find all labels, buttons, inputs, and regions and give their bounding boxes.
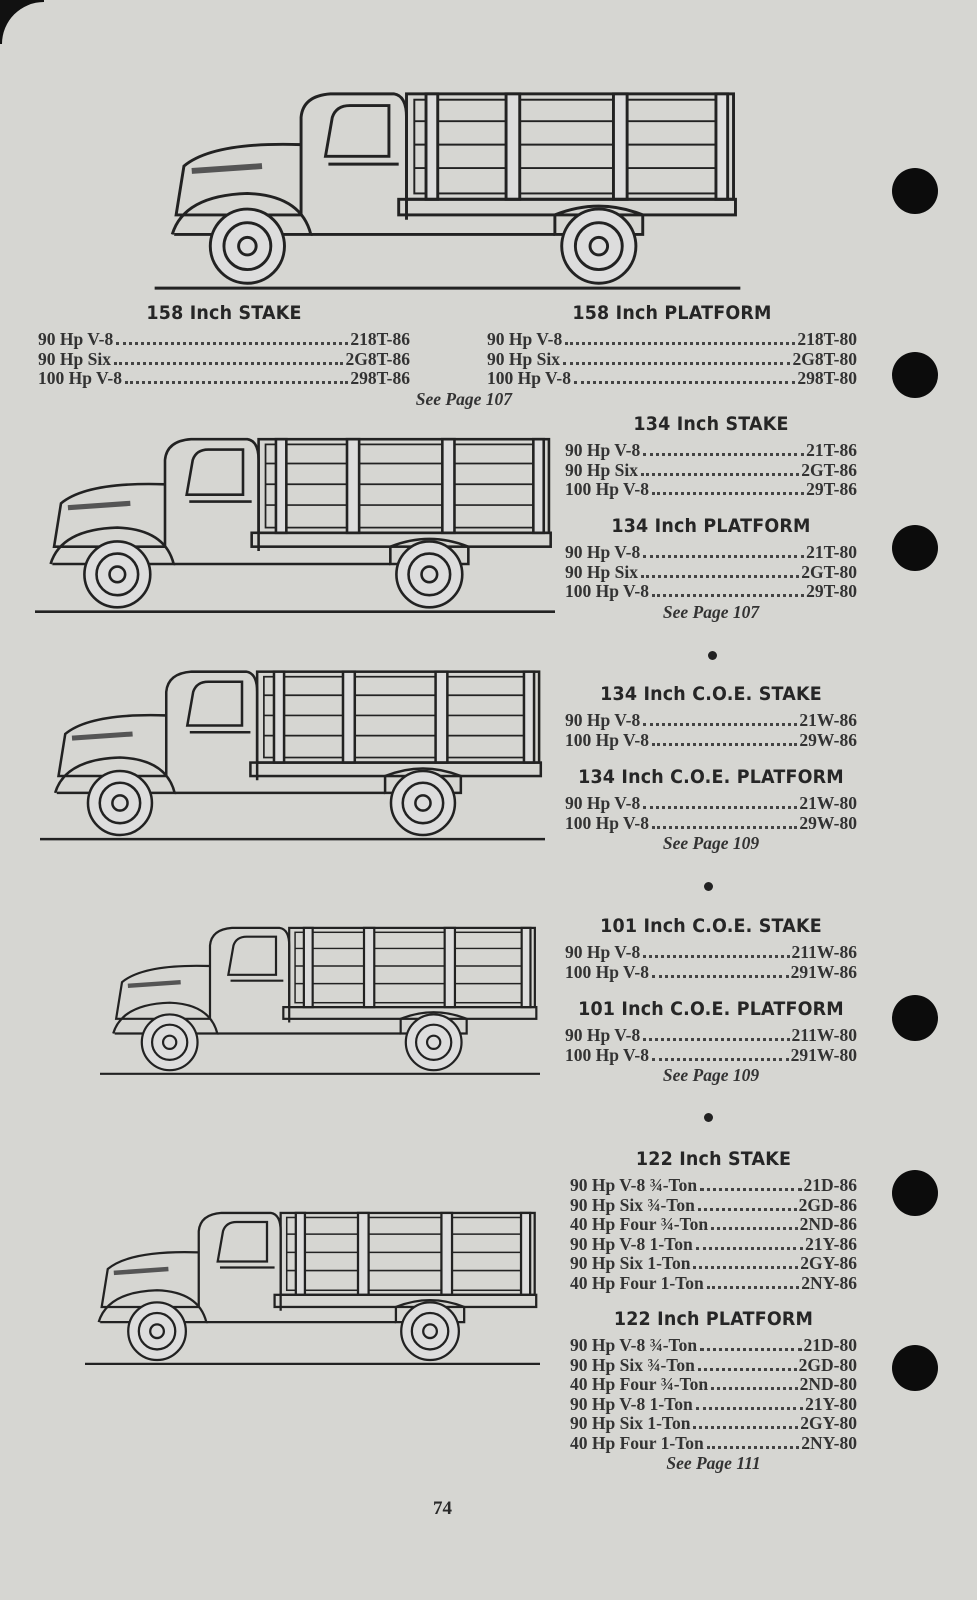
model-code: 29T-80 xyxy=(806,581,857,601)
engine-label: 90 Hp V-8 xyxy=(565,1025,641,1045)
separator-dot xyxy=(704,882,713,891)
dot-leader xyxy=(652,743,797,746)
spec-title: 122 Inch STAKE xyxy=(635,1148,792,1170)
spec-row xyxy=(565,461,857,481)
spec-block xyxy=(570,1148,857,1293)
see-page-reference: See Page 107 xyxy=(415,388,512,409)
engine-label: 100 Hp V-8 xyxy=(565,581,649,601)
spec-row xyxy=(570,1395,857,1415)
spec-row xyxy=(565,563,857,583)
model-code: 211W-80 xyxy=(791,1025,857,1045)
see-page-reference: See Page 111 xyxy=(666,1453,761,1473)
model-code: 2GD-86 xyxy=(798,1194,857,1215)
truck-illustration-101-coe xyxy=(100,893,540,1108)
see-page-reference: See Page 107 xyxy=(662,601,760,622)
binder-hole xyxy=(892,525,938,571)
model-code: 2G8T-80 xyxy=(792,348,857,369)
spec-row xyxy=(570,1196,857,1216)
model-code: 21W-86 xyxy=(799,710,857,730)
truck-illustration-122-stake xyxy=(85,1198,540,1378)
dot-leader xyxy=(643,453,804,456)
engine-label: 40 Hp Four 1-Ton xyxy=(570,1272,704,1293)
engine-label: 100 Hp V-8 xyxy=(565,1044,649,1065)
spec-row xyxy=(565,711,857,731)
dot-leader xyxy=(574,381,795,384)
model-code: 2GT-86 xyxy=(801,459,857,480)
truck-illustration-134-coe xyxy=(40,650,545,860)
spec-row xyxy=(487,350,857,370)
spec-block xyxy=(565,413,857,500)
spec-block xyxy=(565,915,857,982)
spec-row xyxy=(570,1215,857,1235)
dot-leader xyxy=(114,362,344,365)
engine-label: 90 Hp V-8 1-Ton xyxy=(570,1233,693,1254)
spec-row xyxy=(565,1046,857,1066)
model-code: 2GT-80 xyxy=(801,561,857,582)
dot-leader xyxy=(643,955,789,958)
spec-row xyxy=(570,1375,857,1395)
dot-leader xyxy=(711,1227,798,1230)
spec-title: 101 Inch C.O.E. STAKE xyxy=(600,915,822,937)
dot-leader xyxy=(698,1368,797,1371)
dot-leader xyxy=(700,1348,801,1351)
model-code: 21D-80 xyxy=(803,1335,857,1355)
spec-block xyxy=(38,302,512,410)
model-code: 21W-80 xyxy=(799,793,857,813)
engine-label: 90 Hp V-8 1-Ton xyxy=(570,1393,693,1414)
dot-leader xyxy=(698,1208,797,1211)
model-code: 218T-86 xyxy=(350,329,410,349)
engine-label: 100 Hp V-8 xyxy=(565,812,649,833)
dot-leader xyxy=(641,473,799,476)
spec-title: 134 Inch C.O.E. STAKE xyxy=(600,683,822,705)
dot-leader xyxy=(652,975,789,978)
spec-row xyxy=(38,330,410,350)
spec-block xyxy=(565,766,857,854)
dot-leader xyxy=(696,1247,803,1250)
spec-row xyxy=(570,1176,857,1196)
spec-title: 101 Inch C.O.E. PLATFORM xyxy=(578,998,844,1020)
dot-leader xyxy=(643,1038,789,1041)
spec-row xyxy=(570,1254,857,1274)
engine-label: 40 Hp Four ¾-Ton xyxy=(570,1214,709,1234)
spec-row xyxy=(487,330,857,350)
see-page-reference: See Page 109 xyxy=(662,833,760,853)
engine-label: 90 Hp Six ¾-Ton xyxy=(570,1194,695,1215)
dot-leader xyxy=(652,1058,789,1061)
engine-label: 90 Hp Six xyxy=(565,459,638,480)
dot-leader xyxy=(652,826,797,829)
spec-block xyxy=(565,998,857,1086)
engine-label: 90 Hp V-8 xyxy=(565,710,641,730)
engine-label: 90 Hp V-8 xyxy=(565,440,641,460)
dot-leader xyxy=(693,1266,798,1269)
dot-leader xyxy=(641,575,799,578)
spec-block xyxy=(570,1308,857,1474)
spec-row xyxy=(570,1274,857,1294)
binder-hole xyxy=(892,995,938,1041)
engine-label: 90 Hp Six xyxy=(38,348,111,369)
model-code: 2GY-86 xyxy=(800,1253,857,1273)
spec-row xyxy=(565,480,857,500)
separator-dot xyxy=(704,1113,713,1122)
dot-leader xyxy=(652,594,804,597)
spec-title: 158 Inch PLATFORM xyxy=(572,302,772,324)
engine-label: 100 Hp V-8 xyxy=(565,961,649,982)
spec-title: 122 Inch PLATFORM xyxy=(613,1308,814,1330)
engine-label: 90 Hp Six xyxy=(565,561,638,582)
model-code: 291W-80 xyxy=(790,1044,857,1065)
dot-leader xyxy=(565,342,795,345)
model-code: 2NY-80 xyxy=(801,1432,857,1453)
engine-label: 100 Hp V-8 xyxy=(565,729,649,750)
model-code: 218T-80 xyxy=(797,329,857,349)
model-code: 2GD-80 xyxy=(798,1354,857,1375)
model-code: 291W-86 xyxy=(790,961,857,982)
dot-leader xyxy=(643,806,797,809)
dot-leader xyxy=(707,1446,800,1449)
spec-row xyxy=(565,441,857,461)
model-code: 2ND-80 xyxy=(799,1374,857,1394)
spec-row xyxy=(565,943,857,963)
dot-leader xyxy=(643,555,804,558)
spec-row xyxy=(570,1434,857,1454)
engine-label: 40 Hp Four ¾-Ton xyxy=(570,1374,709,1394)
engine-label: 90 Hp V-8 xyxy=(565,542,641,562)
model-code: 21D-86 xyxy=(803,1175,857,1195)
dot-leader xyxy=(707,1286,800,1289)
model-code: 2ND-86 xyxy=(799,1214,857,1234)
dot-leader xyxy=(116,342,348,345)
engine-label: 90 Hp Six 1-Ton xyxy=(570,1413,691,1433)
spec-row xyxy=(570,1356,857,1376)
engine-label: 100 Hp V-8 xyxy=(565,479,649,499)
truck-illustration-134-stake xyxy=(35,425,555,625)
model-code: 298T-80 xyxy=(797,368,857,388)
model-code: 2GY-80 xyxy=(800,1413,857,1433)
model-code: 298T-86 xyxy=(350,368,410,388)
engine-label: 90 Hp V-8 xyxy=(565,793,641,813)
page-number: 74 xyxy=(433,1498,452,1519)
model-code: 29W-80 xyxy=(799,812,857,833)
spec-row xyxy=(565,794,857,814)
spec-block xyxy=(565,683,857,750)
spec-row xyxy=(565,543,857,563)
spec-title: 158 Inch STAKE xyxy=(146,302,302,324)
engine-label: 100 Hp V-8 xyxy=(38,368,122,388)
binder-hole xyxy=(892,1345,938,1391)
dot-leader xyxy=(711,1387,798,1390)
dot-leader xyxy=(696,1407,803,1410)
dot-leader xyxy=(693,1426,798,1429)
spec-row xyxy=(565,582,857,602)
spec-block xyxy=(487,302,857,389)
model-code: 2G8T-86 xyxy=(345,348,410,369)
page-corner xyxy=(0,0,44,44)
model-code: 21T-86 xyxy=(806,440,857,460)
spec-row xyxy=(565,814,857,834)
spec-title: 134 Inch STAKE xyxy=(633,413,789,435)
spec-row xyxy=(565,1026,857,1046)
spec-row xyxy=(570,1414,857,1434)
separator-dot xyxy=(708,651,717,660)
engine-label: 90 Hp V-8 xyxy=(565,942,641,962)
spec-title: 134 Inch PLATFORM xyxy=(611,515,811,537)
spec-row xyxy=(570,1235,857,1255)
dot-leader xyxy=(700,1188,801,1191)
engine-label: 90 Hp V-8 ¾-Ton xyxy=(570,1335,698,1355)
model-code: 21T-80 xyxy=(806,542,857,562)
dot-leader xyxy=(125,381,348,384)
spec-row xyxy=(570,1336,857,1356)
model-code: 2NY-86 xyxy=(801,1272,857,1293)
spec-row xyxy=(487,369,857,389)
engine-label: 90 Hp Six ¾-Ton xyxy=(570,1354,695,1375)
truck-illustration-158-stake xyxy=(150,88,745,293)
spec-row xyxy=(565,731,857,751)
binder-hole xyxy=(892,168,938,214)
dot-leader xyxy=(563,362,791,365)
binder-hole xyxy=(892,1170,938,1216)
spec-row xyxy=(38,369,410,389)
engine-label: 90 Hp V-8 ¾-Ton xyxy=(570,1175,698,1195)
spec-row xyxy=(38,350,410,370)
model-code: 21Y-80 xyxy=(805,1393,857,1414)
binder-hole xyxy=(892,352,938,398)
spec-block xyxy=(565,515,857,623)
engine-label: 90 Hp V-8 xyxy=(38,329,114,349)
engine-label: 90 Hp V-8 xyxy=(487,329,563,349)
model-code: 29W-86 xyxy=(799,729,857,750)
dot-leader xyxy=(652,492,804,495)
model-code: 211W-86 xyxy=(791,942,857,962)
model-code: 29T-86 xyxy=(806,479,857,499)
spec-title: 134 Inch C.O.E. PLATFORM xyxy=(578,766,844,788)
engine-label: 40 Hp Four 1-Ton xyxy=(570,1432,704,1453)
see-page-reference: See Page 109 xyxy=(662,1065,760,1085)
model-code: 21Y-86 xyxy=(805,1233,857,1254)
engine-label: 90 Hp Six 1-Ton xyxy=(570,1253,691,1273)
engine-label: 90 Hp Six xyxy=(487,348,560,369)
spec-row xyxy=(565,963,857,983)
dot-leader xyxy=(643,723,797,726)
engine-label: 100 Hp V-8 xyxy=(487,368,571,388)
